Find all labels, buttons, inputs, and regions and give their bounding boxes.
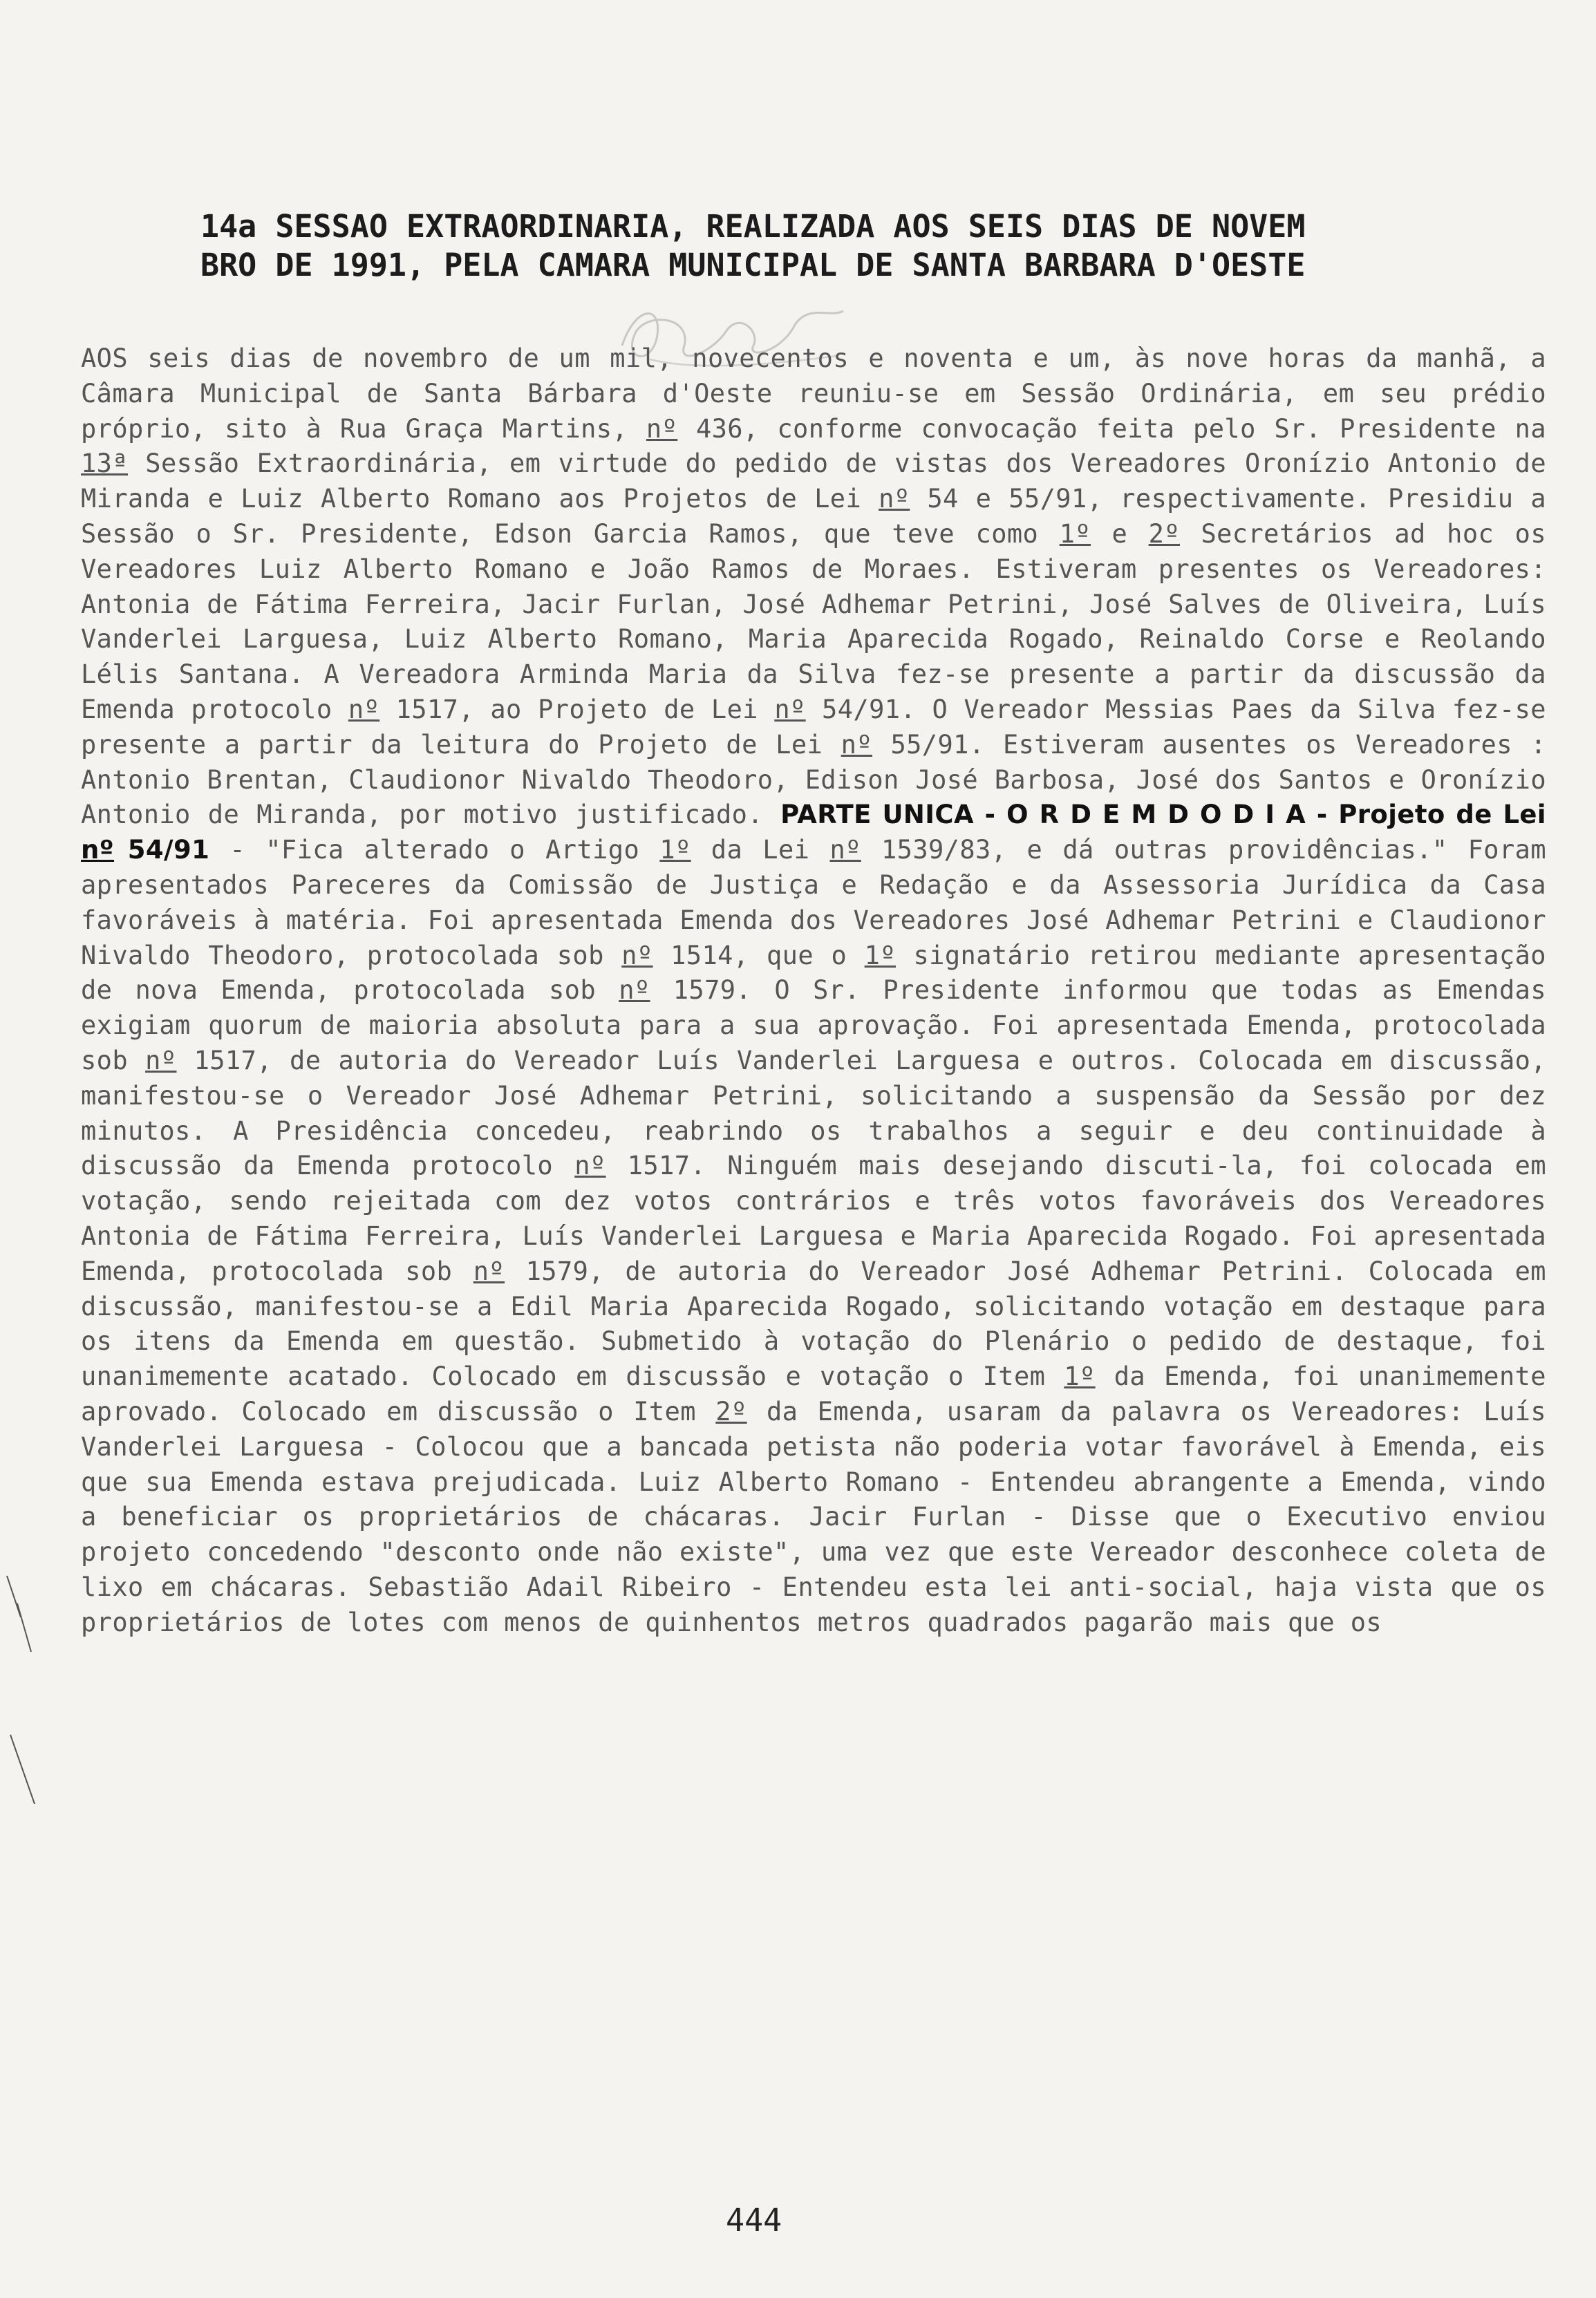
body-text-run: 1517. Ninguém mais desejando discuti-la, foi colocada em votação, sendo rejeitada com dez votos contrários e três votos favoráveis dos Vereadores Antonia de Fátima Ferreira, Luís Vanderlei Larguesa e Maria Aparecida Rogado. Foi apresentada Emenda, protocolada sob bbox=[81, 1151, 1547, 1286]
body-text-run: da Emenda, foi unanimemente aprovado. Colocado em discussão o Item bbox=[81, 1362, 1546, 1426]
body-text-run: AOS seis dias de novembro de um mil, novecentos e noventa e um, às nove horas da manhã, a Câmara Municipal de Santa Bárbara d'Oeste reuniu-se em Sessão Ordinária, em seu prédio próprio, sito à Rua Graça Martins, bbox=[81, 343, 1546, 444]
bill-number: 54/91 bbox=[114, 835, 210, 865]
body-text-run: Sessão Extraordinária, em virtude do pedido de vistas dos Vereadores Oronízio Antonio de Miranda e Luiz Alberto Romano aos Projetos de Lei bbox=[81, 449, 1546, 514]
abbrev-numero: nº bbox=[619, 975, 650, 1006]
body-text-run: da Lei bbox=[691, 835, 830, 865]
body-text-run: da Emenda, usaram da palavra os Vereadores: Luís Vanderlei Larguesa - Colocou que a bancada petista não poderia votar favorável à Emenda, eis que sua Emenda estava prejudicada. Luiz Alberto Romano - Entendeu abrangente a Emenda, vindo a beneficiar os proprietários de chácaras. Jacir Furlan - Disse que o Executivo enviou projeto concedendo "desconto onde não existe", uma vez que este Vereador desconhece coleta de lixo em chácaras. Sebastião Adail Ribeiro - Entendeu esta lei anti-social, haja vista que os proprietários de lotes com menos de quinhentos metros quadrados pagarão mais que os bbox=[81, 1396, 1547, 1637]
body-text-run: 1514, que o bbox=[653, 940, 865, 970]
abbrev-numero: nº bbox=[879, 484, 910, 514]
ordinal: 2º bbox=[715, 1396, 747, 1426]
abbrev-numero: nº bbox=[574, 1151, 606, 1181]
minutes-body bbox=[81, 341, 1546, 1640]
body-text-run: signatário retirou mediante apresentação de nova Emenda, protocolada sob bbox=[81, 940, 1546, 1006]
abbrev-numero: nº bbox=[621, 940, 653, 970]
abbrev-numero: nº bbox=[774, 694, 806, 724]
page-number: 444 bbox=[726, 2202, 782, 2239]
ordinal: 2º bbox=[1148, 518, 1180, 549]
body-text-run: 54/91. O Vereador Messias Paes da Silva fez-se presente a partir da leitura do Projeto de Lei bbox=[81, 694, 1546, 760]
abbrev-numero: nº bbox=[829, 835, 861, 865]
session-title-line-2: BRO DE 1991, PELA CAMARA MUNICIPAL DE SANTA BARBARA D'OESTE bbox=[200, 247, 1306, 283]
ordinal: 1º bbox=[864, 940, 896, 970]
body-text-run: e bbox=[1091, 518, 1149, 549]
body-text-run: 436, conforme convocação feita pelo Sr. Presidente na bbox=[677, 413, 1547, 444]
abbrev-numero: nº bbox=[348, 694, 380, 724]
body-text-run: 1579, de autoria do Vereador José Adhemar Petrini. Colocada em discussão, manifestou-se a Edil Maria Aparecida Rogado, solicitando votação em destaque para os itens da Emenda em questão. Submetido à votação do Plenário o pedido de destaque, foi unanimemente acatado. Colocado em discussão e votação o Item bbox=[81, 1256, 1546, 1392]
session-title-line-1: 14a SESSAO EXTRAORDINARIA, REALIZADA AOS SEIS DIAS DE NOVEM bbox=[200, 208, 1306, 245]
ordinal: 1º bbox=[1059, 518, 1091, 549]
abbrev-numero: nº bbox=[473, 1256, 505, 1286]
order-of-day-heading: PARTE UNICA - O R D E M D O D I A - Projeto de Lei bbox=[780, 800, 1546, 830]
body-text-run: 1579. O Sr. Presidente informou que todas as Emendas exigiam quorum de maioria absoluta para a sua aprovação. Foi apresentada Emenda, protocolada sob bbox=[81, 975, 1546, 1075]
ordinal: 13ª bbox=[81, 449, 129, 479]
body-text-run: - "Fica alterado o Artigo bbox=[209, 835, 660, 865]
body-text-run: 55/91. Estiveram ausentes os Vereadores : Antonio Brentan, Claudionor Nivaldo Theodoro, Edison José Barbosa, José dos Santos e Oronízio Antonio de Miranda, por motivo justificado. bbox=[81, 729, 1546, 830]
body-text-run: 1517, de autoria do Vereador Luís Vanderlei Larguesa e outros. Colocada em discussão, manifestou-se o Vereador José Adhemar Petrini, solicitando a suspensão da Sessão por dez minutos. A Presidência concedeu, reabrindo os trabalhos a seguir e deu continuidade à discussão da Emenda protocolo bbox=[81, 1045, 1546, 1181]
abbrev-numero: nº bbox=[81, 835, 115, 865]
session-title bbox=[200, 207, 1445, 285]
abbrev-numero: nº bbox=[646, 413, 678, 444]
body-text-run: 1539/83, e dá outras providências." Foram apresentados Pareceres da Comissão de Justiça e Redação e da Assessoria Jurídica da Casa favoráveis à matéria. Foi apresentada Emenda dos Vereadores José Adhemar Petrini e Claudionor Nivaldo Theodoro, protocolada sob bbox=[81, 835, 1547, 970]
abbrev-numero: nº bbox=[145, 1045, 177, 1075]
margin-pen-mark bbox=[0, 1576, 41, 1804]
ordinal: 1º bbox=[659, 835, 691, 865]
body-text-run: 1517, ao Projeto de Lei bbox=[379, 694, 775, 724]
body-text-run: Secretários ad hoc os Vereadores Luiz Alberto Romano e João Ramos de Moraes. Estiveram presentes os Vereadores: Antonia de Fátima Ferreira, Jacir Furlan, José Adhemar Petrini, José Salves de Oliveira, Luís Vanderlei Larguesa, Luiz Alberto Romano, Maria Aparecida Rogado, Reinaldo Corse e Reolando Lélis Santana. A Vereadora Arminda Maria da Silva fez-se presente a partir da discussão da Emenda protocolo bbox=[81, 518, 1546, 724]
abbrev-numero: nº bbox=[841, 729, 873, 760]
body-text-run: 54 e 55/91, respectivamente. Presidiu a Sessão o Sr. Presidente, Edson Garcia Ramos, que teve como bbox=[81, 484, 1546, 549]
ordinal: 1º bbox=[1064, 1362, 1096, 1392]
